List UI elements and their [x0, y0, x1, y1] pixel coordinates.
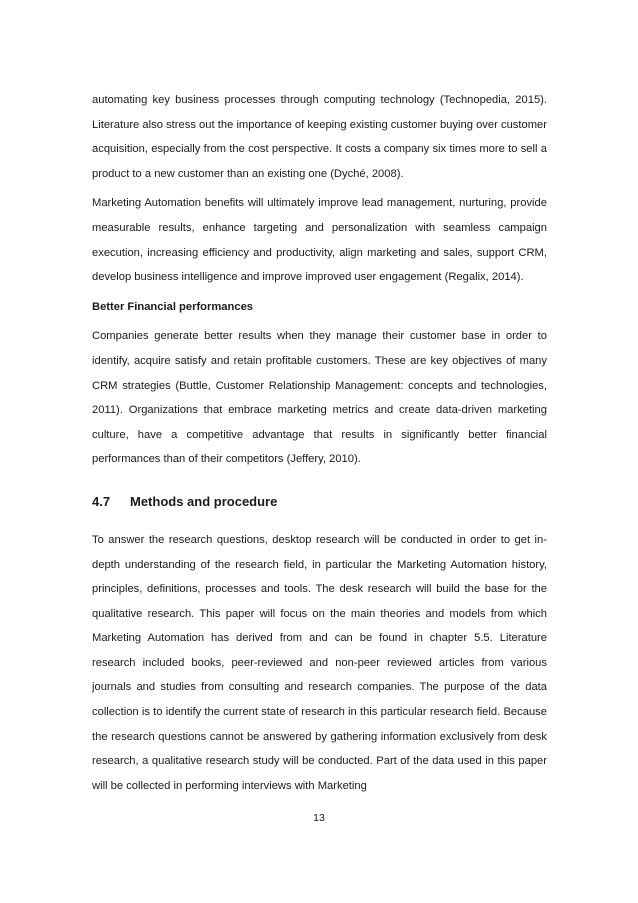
section-title: Methods and procedure — [130, 493, 278, 509]
paragraph-cost-of-acquisition: automating key business processes through computing technology (Technopedia, 2015). Literature also stress out the importance of keeping existing customer buying over customer acquisition, especially from the cost perspective. It costs a company six times more to sell a product to a new customer than an existing one (Dyché, 2008). — [92, 94, 547, 180]
paragraph-financial-performance: Companies generate better results when they manage their customer base in order to identify, acquire satisfy and retain profitable customers. These are key objectives of many CRM strategies (Buttle, Customer Relationship Management: concepts and technologies, 2011). Organizations that embrace marketing metrics and create data-driven marketing culture, have a competitive advantage that results in significantly better financial performances than of their competitors (Jeffery, 2010). — [92, 330, 547, 466]
page-number: 13 — [313, 812, 325, 824]
subheading-financial-performance: Better Financial performances — [92, 300, 254, 313]
section-heading — [92, 490, 547, 514]
paragraph-methods: To answer the research questions, desktop research will be conducted in order to get in-depth understanding of the research field, in particular the Marketing Automation history, principles, definitions, processes and tools. The desk research will build the base for the qualitative research. This paper will focus on the main theories and models from which Marketing Automation has derived from and can be found in chapter 5.5. Literature research included books, peer-reviewed and non-peer reviewed articles from various journals and studies from consulting and research companies. The purpose of the data collection is to identify the current state of research in this particular research field. Because the research questions cannot be answered by gathering information exclusively from desk research, a qualitative research study will be conducted. Part of the data used in this paper will be collected in performing interviews with Marketing — [92, 533, 547, 792]
paragraph-automation-benefits: Marketing Automation benefits will ultimately improve lead management, nurturing, provide measurable results, enhance targeting and personalization with seamless campaign execution, increasing efficiency and productivity, align marketing and sales, support CRM, develop business intelligence and improve improved user engagement (Regalix, 2014). — [92, 197, 547, 284]
section-number: 4.7 — [92, 493, 111, 509]
page-body — [92, 88, 547, 798]
